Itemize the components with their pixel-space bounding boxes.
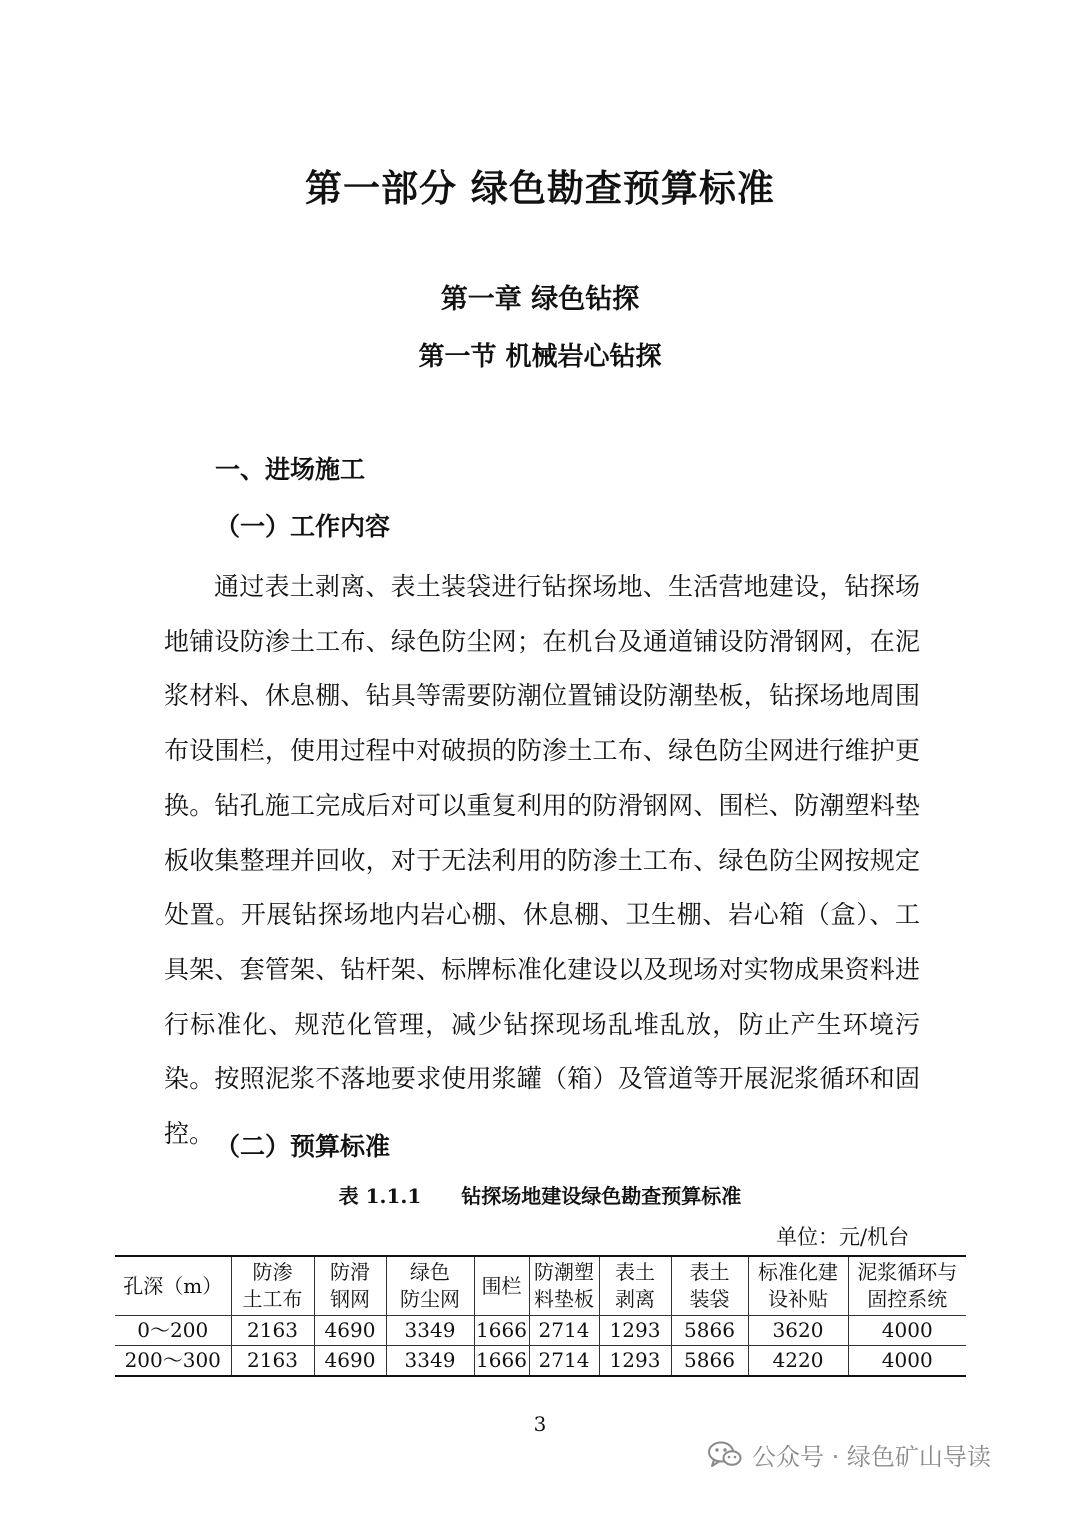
budget-table: [115, 1255, 966, 1377]
paragraph-text: 通过表土剥离、表土装袋进行钻探场地、生活营地建设，钻探场地铺设防渗土工布、绿色防尘网；在机台及通道铺设防滑钢网，在泥浆材料、休息棚、钻具等需要防潮位置铺设防潮垫板，钻探场地周围布设围栏，使用过程中对破损的防渗土工布、绿色防尘网进行维护更换。钻孔施工完成后对可以重复利用的防滑钢网、围栏、防潮塑料垫板收集整理并回收，对于无法利用的防渗土工布、绿色防尘网按规定处置。开展钻探场地内岩心棚、休息棚、卫生棚、岩心箱（盒）、工具架、套管架、钻杆架、标牌标准化建设以及现场对实物成果资料进行标准化、规范化管理，减少钻探现场乱堆乱放，防止产生环境污染。按照泥浆不落地要求使用浆罐（箱）及管道等开展泥浆循环和固控。: [164, 572, 920, 1149]
table-cell: 3349: [386, 1316, 474, 1346]
table-cell: 4220: [748, 1346, 848, 1377]
table-cell: 200～300: [115, 1346, 231, 1377]
table-row: [115, 1346, 966, 1377]
table-cell: 3349: [386, 1346, 474, 1377]
watermark-text: 公众号 · 绿色矿山导读: [752, 1443, 991, 1471]
table-cell: 5866: [671, 1316, 748, 1346]
heading-work-content: （一）工作内容: [215, 512, 391, 541]
table-cell: 1293: [599, 1316, 671, 1346]
table-cell: 2714: [529, 1316, 599, 1346]
heading-entry-construction: 一、进场施工: [215, 455, 366, 484]
table-cell: 1666: [474, 1316, 529, 1346]
table-cell: 2163: [231, 1346, 314, 1377]
table-cell: 4000: [848, 1346, 966, 1377]
page-number: 3: [533, 1412, 547, 1436]
section-title: 第一节 机械岩心钻探: [418, 342, 662, 372]
table-unit: 单位：元/机台: [776, 1225, 910, 1249]
header-topsoil-bagging: 表土 装袋: [671, 1256, 748, 1316]
table-cell: 5866: [671, 1346, 748, 1377]
table-row: [115, 1316, 966, 1346]
header-antislip-mesh: 防滑 钢网: [314, 1256, 386, 1316]
table-cell: 4690: [314, 1316, 386, 1346]
watermark: [708, 1437, 991, 1472]
wechat-icon: [708, 1441, 742, 1469]
header-fence: 围栏: [474, 1256, 529, 1316]
chapter-title: 第一章 绿色钻探: [440, 284, 640, 315]
work-content-paragraph: [164, 560, 920, 1162]
header-dust-net: 绿色 防尘网: [386, 1256, 474, 1316]
table-cell: 0～200: [115, 1316, 231, 1346]
table-cell: 4690: [314, 1346, 386, 1377]
table-title: 表 1.1.1 钻探场地建设绿色勘查预算标准: [338, 1184, 742, 1208]
header-standardization-subsidy: 标准化建 设补贴: [748, 1256, 848, 1316]
header-topsoil-stripping: 表土 剥离: [599, 1256, 671, 1316]
table-cell: 2163: [231, 1316, 314, 1346]
header-hole-depth: 孔深（m）: [115, 1256, 231, 1316]
table-header-row: [115, 1256, 966, 1316]
header-geotextile: 防渗 土工布: [231, 1256, 314, 1316]
part-title: 第一部分 绿色勘查预算标准: [305, 166, 775, 210]
table-cell: 1293: [599, 1346, 671, 1377]
table-cell: 3620: [748, 1316, 848, 1346]
table-cell: 1666: [474, 1346, 529, 1377]
header-moisture-board: 防潮塑 料垫板: [529, 1256, 599, 1316]
heading-budget-standard: （二）预算标准: [215, 1132, 391, 1161]
table-cell: 2714: [529, 1346, 599, 1377]
header-mud-system: 泥浆循环与 固控系统: [848, 1256, 966, 1316]
table-cell: 4000: [848, 1316, 966, 1346]
